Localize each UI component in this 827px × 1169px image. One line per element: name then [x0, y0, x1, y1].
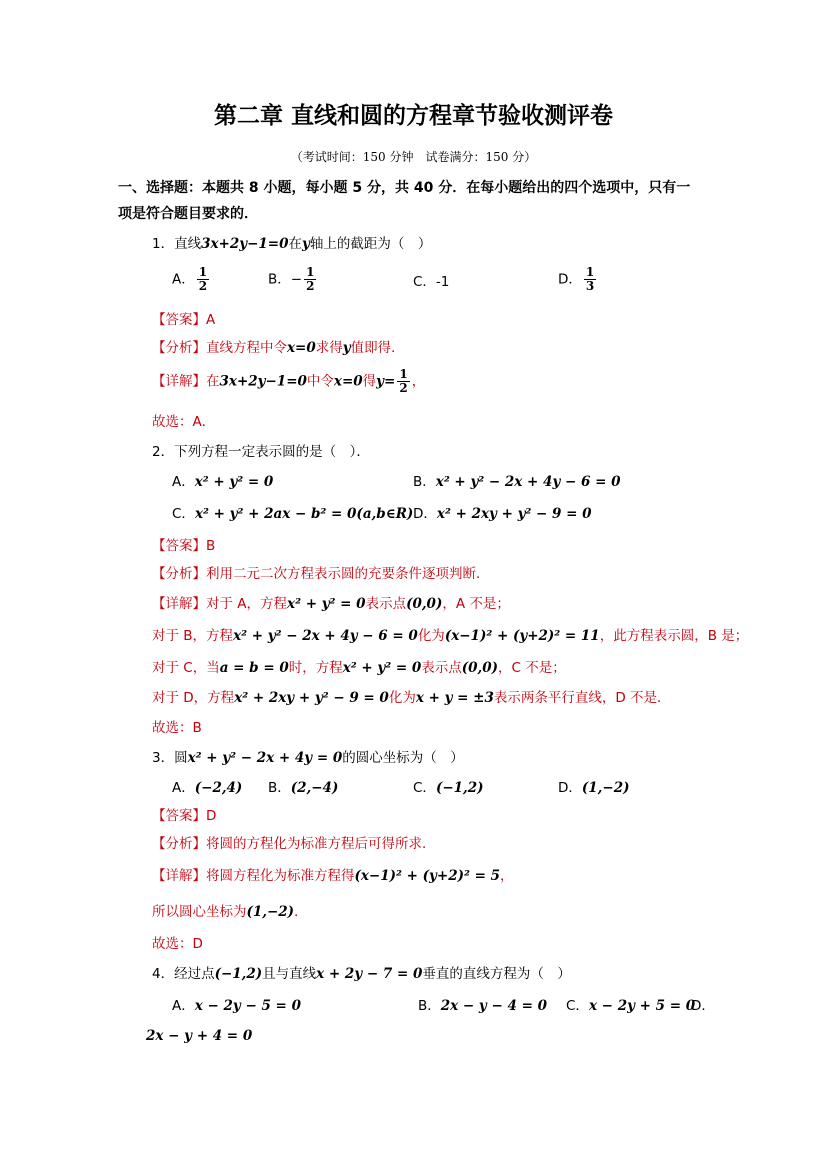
fraction-denominator: 2: [399, 381, 408, 395]
page-title: 第二章 直线和圆的方程章节验收测评卷: [213, 103, 613, 129]
answer-label: 【答案】: [152, 808, 206, 824]
q1-option-a-label: A．: [172, 271, 195, 288]
q1-stem-text-b: 在: [288, 236, 302, 252]
option-label: A．: [172, 998, 195, 1014]
option-math: x − 2y + 5 = 0: [588, 998, 696, 1014]
fraction-numerator: 1: [399, 367, 408, 381]
analysis-label: 【分析】: [152, 340, 206, 356]
analysis-text: 直线方程中令: [206, 340, 287, 356]
answer-value: D: [206, 808, 217, 824]
option-label: C．: [566, 998, 589, 1014]
answer-value: A: [206, 312, 216, 328]
q1-option-a: [172, 266, 211, 298]
q2-choose: [152, 718, 202, 738]
q1-choose: [152, 412, 215, 432]
fraction-denominator: 3: [585, 279, 595, 293]
stem-text: 3．圆: [152, 750, 188, 766]
detail-text: 在: [206, 373, 220, 390]
q2-detail-line3: [152, 658, 566, 678]
detail-math: x + y = ±3: [415, 690, 494, 706]
detail-text: ，: [411, 373, 426, 390]
q1-option-c: C．-1: [413, 274, 450, 290]
answer-label: 【答案】: [152, 312, 206, 328]
q4-option-b: [418, 996, 547, 1016]
analysis-text: 求得: [315, 340, 343, 356]
q1-stem-variable: y: [302, 236, 310, 252]
option-math: 2x − y − 4 = 0: [440, 998, 547, 1014]
q2-detail-line1: [152, 594, 510, 614]
fraction-numerator: 1: [198, 265, 208, 279]
option-label: D．: [413, 506, 437, 522]
q1-option-b-fraction: [304, 266, 316, 293]
option-math: x² + y² + 2ax − b² = 0(a,b∈R): [194, 506, 414, 522]
option-label: B．: [418, 998, 441, 1014]
detail-math: 3x+2y−1=0: [219, 373, 307, 390]
question-3-stem: [152, 748, 464, 768]
option-label: C．: [413, 780, 436, 796]
detail-math: (x−1)² + (y+2)² = 5: [354, 868, 500, 884]
option-math: (2,−4): [290, 780, 339, 796]
analysis-text: 将圆的方程化为标准方程后可得所求．: [206, 836, 436, 852]
q2-option-b: [413, 472, 621, 492]
q1-detail: [152, 368, 425, 402]
detail-text: 中令: [306, 373, 334, 390]
detail-text: 对于 D，方程: [152, 690, 235, 706]
stem-math: x² + y² − 2x + 4y = 0: [187, 750, 343, 766]
q1-stem-equation: 3x+2y−1=0: [201, 236, 289, 252]
analysis-math: x=0: [287, 340, 316, 356]
stem-math: (−1,2): [214, 966, 263, 982]
detail-text: 表示两条平行直线，D 不是．: [493, 690, 671, 706]
detail-text: 对于 B，方程: [152, 628, 234, 644]
q1-option-d-label: D．: [558, 271, 582, 288]
q2-detail-line4: [152, 688, 671, 708]
stem-math: x + 2y − 7 = 0: [316, 966, 423, 982]
option-label: B．: [413, 474, 436, 490]
fraction-numerator: 1: [306, 265, 315, 279]
detail-math: (0,0): [406, 596, 443, 612]
option-math: x² + 2xy + y² − 9 = 0: [436, 506, 592, 522]
question-1-stem: [152, 234, 431, 254]
detail-text: ，C 不是；: [498, 660, 566, 676]
detail-text: 将圆方程化为标准方程得: [206, 868, 355, 884]
detail-math: (0,0): [461, 660, 499, 676]
option-math: x − 2y − 5 = 0: [194, 998, 301, 1014]
q1-option-b: [268, 266, 318, 298]
q3-answer: [152, 806, 216, 826]
q1-stem-text-a: 1．直线: [152, 236, 202, 252]
option-label: A．: [172, 780, 195, 796]
option-math: x² + y² = 0: [194, 474, 274, 490]
q4-option-d: [146, 1026, 252, 1046]
q3-option-b: [268, 778, 338, 798]
option-math: (−1,2): [435, 780, 484, 796]
detail-math: x² + y² = 0: [342, 660, 422, 676]
q3-choose: [152, 934, 203, 954]
stem-text: 4．经过点: [152, 966, 215, 982]
q1-stem-text-c: 轴上的截距为（ ）: [309, 236, 432, 252]
analysis-label: 【分析】: [152, 836, 206, 852]
detail-math: (x−1)² + (y+2)² = 11: [444, 628, 600, 644]
detail-text: 时，方程: [288, 660, 343, 676]
analysis-math: y: [342, 340, 351, 356]
stem-text: 垂直的直线方程为（ ）: [422, 966, 571, 982]
q3-detail-line2: [152, 902, 308, 922]
detail-label: 【详解】: [152, 596, 206, 612]
detail-text: 表示点: [365, 596, 407, 612]
detail-text: 化为: [417, 628, 445, 644]
stem-text: 的圆心坐标为（ ）: [342, 750, 464, 766]
q2-option-a: [172, 472, 273, 492]
detail-text: ，此方程表示圆，B 是；: [599, 628, 749, 644]
q1-option-a-fraction: [197, 266, 209, 293]
detail-math: x=0: [333, 373, 363, 390]
answer-value: B: [206, 538, 216, 554]
q2-detail-line2: [152, 626, 748, 646]
analysis-label: 【分析】: [152, 566, 206, 582]
detail-math: y=: [376, 373, 396, 390]
detail-text: 化为: [388, 690, 416, 706]
q2-analysis: [152, 564, 490, 584]
question-2-stem: 2．下列方程一定表示圆的是（ ）．: [152, 444, 370, 460]
option-label: B．: [268, 780, 291, 796]
fraction-numerator: 1: [585, 265, 595, 279]
q3-option-a: [172, 778, 242, 798]
q4-option-a: [172, 996, 301, 1016]
detail-text: ，A 不是；: [442, 596, 510, 612]
q2-answer: [152, 536, 215, 556]
q4-option-d-label: D．: [691, 998, 715, 1014]
detail-text: ．: [294, 904, 308, 920]
detail-text: 所以圆心坐标为: [152, 904, 247, 920]
detail-text: 对于 C，当: [152, 660, 220, 676]
detail-math: (1,−2): [246, 904, 295, 920]
detail-fraction: [397, 368, 409, 395]
option-label: D．: [558, 780, 582, 796]
q3-analysis: [152, 834, 436, 854]
choose-label: 故选：: [152, 936, 193, 952]
detail-label: 【详解】: [152, 373, 206, 390]
q1-option-b-label: B．−: [268, 271, 303, 288]
analysis-text: 利用二元二次方程表示圆的充要条件逐项判断．: [206, 566, 490, 582]
q2-option-c: [172, 504, 413, 524]
detail-text: ，: [500, 868, 514, 884]
q1-option-d-fraction: [584, 266, 596, 293]
option-label: A．: [172, 474, 195, 490]
detail-label: 【详解】: [152, 868, 206, 884]
fraction-denominator: 2: [198, 279, 208, 293]
section-heading-line1: 一、选择题：本题共 8 小题，每小题 5 分，共 40 分．在每小题给出的四个选项中，只有一: [118, 180, 691, 196]
choose-label: 故选：: [152, 720, 193, 736]
choose-value: D: [192, 936, 203, 952]
fraction-denominator: 2: [306, 279, 315, 293]
q4-option-c: [566, 996, 695, 1016]
detail-math: x² + 2xy + y² − 9 = 0: [234, 690, 389, 706]
detail-math: x² + y² − 2x + 4y − 6 = 0: [233, 628, 418, 644]
q3-detail-line1: [152, 866, 514, 886]
detail-text: 得: [362, 373, 377, 390]
option-math: (−2,4): [194, 780, 243, 796]
analysis-text: 值即得．: [350, 340, 405, 356]
exam-info: （考试时间：150 分钟 试卷满分：150 分）: [290, 150, 537, 164]
section-heading-line2: 项是符合题目要求的．: [118, 206, 258, 222]
q3-option-d: [558, 778, 629, 798]
choose-value: B: [192, 720, 202, 736]
q3-option-c: [413, 778, 484, 798]
stem-text: 且与直线: [262, 966, 317, 982]
question-4-stem: [152, 964, 571, 984]
choose-label: 故选：: [152, 414, 193, 430]
detail-text: 表示点: [421, 660, 462, 676]
choose-value: A．: [192, 414, 216, 430]
option-label: C．: [172, 506, 195, 522]
q1-option-d: [558, 266, 598, 298]
q2-option-d: [413, 504, 592, 524]
answer-label: 【答案】: [152, 538, 206, 554]
option-math: 2x − y + 4 = 0: [146, 1028, 253, 1044]
q1-answer: [152, 310, 215, 330]
detail-math: a = b = 0: [219, 660, 289, 676]
q1-analysis: [152, 338, 405, 358]
option-math: x² + y² − 2x + 4y − 6 = 0: [435, 474, 621, 490]
option-math: (1,−2): [581, 780, 630, 796]
detail-math: x² + y² = 0: [287, 596, 366, 612]
detail-text: 对于 A，方程: [206, 596, 288, 612]
